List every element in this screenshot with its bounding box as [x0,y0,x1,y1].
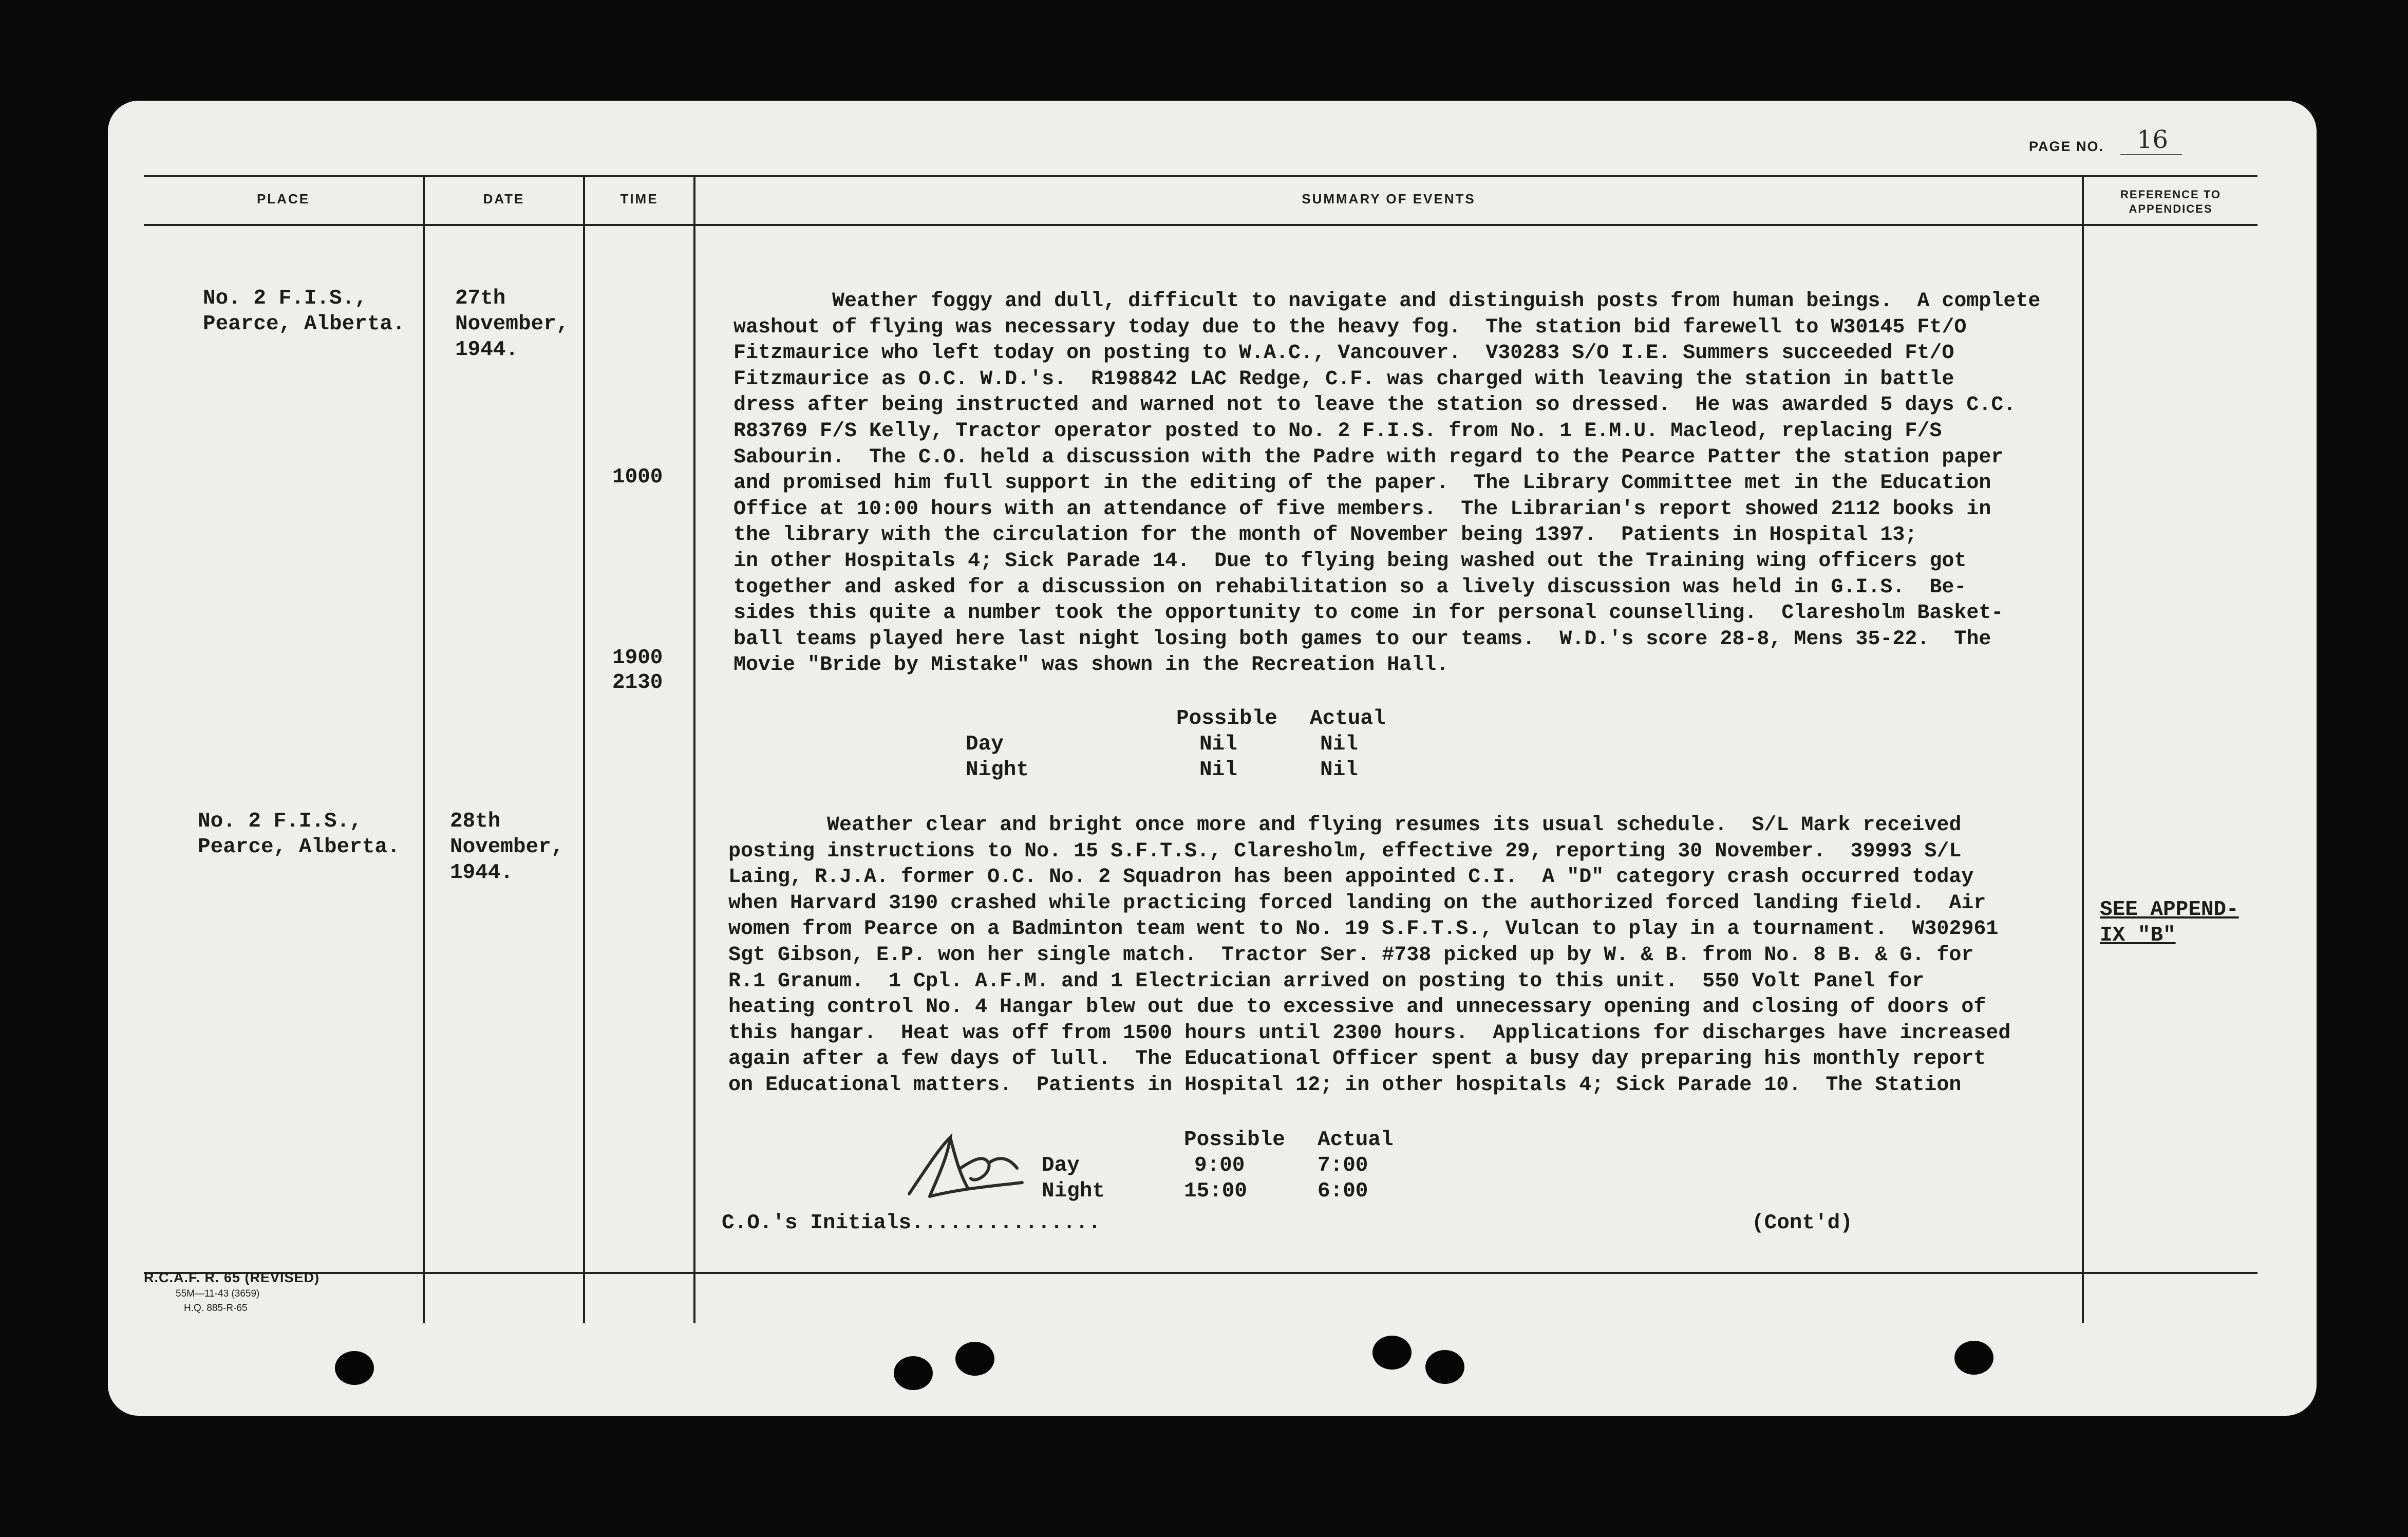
entry2-flying-night-possible: 15:00 [1184,1179,1248,1203]
entry2-flying-day-actual: 7:00 [1318,1154,1368,1177]
summary-line: Fitzmaurice who left today on posting to W.A.C., Vancouver. V30283 S/O I.E. Summers succeeded Ft/O [733,342,1954,365]
page-number: 16 [2137,125,2169,154]
entry1-flying-night-label: Night [966,758,1029,782]
place-column-header: PLACE [256,191,310,207]
print-code-1: 55M—11-43 (3659) [176,1288,260,1299]
co-signature [899,1127,1032,1204]
entry2-date-line3: 1944. [450,861,514,885]
header-bottom-rule [144,224,2258,226]
summary-line: in other Hospitals 4; Sick Parade 14. Due to flying being washed out the Training wing officers got [733,550,1967,573]
entry2-flying-possible-header: Possible [1184,1128,1285,1152]
summary-line: on Educational matters. Patients in Hospital 12; in other hospitals 4; Sick Parade 10. The Station [728,1074,1962,1097]
summary-line: Sabourin. The C.O. held a discussion with the Padre with regard to the Pearce Patter the station paper [733,445,2004,469]
entry1-place-line2: Pearce, Alberta. [203,312,405,336]
punch-hole [335,1351,374,1385]
appendix-reference-line1: SEE APPEND- [2100,898,2239,922]
summary-line: together and asked for a discussion on rehabilitation so a lively discussion was held in G.I.S. Be- [733,575,1967,599]
summary-line: when Harvard 3190 crashed while practicing forced landing on the authorized forced landing field. Air [728,891,1986,915]
summary-line: ball teams played here last night losing both games to our teams. W.D.'s score 28-8, Mens 35-22. The [733,627,1991,651]
appendix-reference-line2: IX "B" [2100,924,2176,947]
summary-line: Office at 10:00 hours with an attendance of five members. The Librarian's report showed 2112 books in [733,497,1991,521]
entry1-flying-night-possible: Nil [1199,758,1237,782]
entry2-date-line1: 28th [450,810,501,833]
footer-rule [144,1272,2258,1274]
punch-hole [955,1342,994,1376]
summary-line: Sgt Gibson, E.P. won her single match. Tractor Ser. #738 picked up by W. & B. from No. 8 B. & G. for [728,944,1974,967]
reference-column-header-line1: REFERENCE TO [2120,188,2221,201]
entry2-flying-day-possible: 9:00 [1194,1154,1245,1177]
entry2-flying-night-label: Night [1042,1179,1105,1203]
entry1-time-1000: 1000 [612,465,663,489]
summary-line: sides this quite a number took the opportunity to come in for personal counselling. Claresholm Basket- [733,602,2004,625]
entry2-place-line1: No. 2 F.I.S., [198,810,362,833]
diary-sheet [108,101,2317,1416]
co-initials-label: C.O.'s Initials............... [722,1211,1101,1235]
entry2-flying-day-label: Day [1042,1154,1080,1177]
entry1-flying-day-label: Day [966,733,1004,756]
summary-line: again after a few days of lull. The Educational Officer spent a busy day preparing his monthly report [728,1047,1986,1071]
summary-line: Movie "Bride by Mistake" was shown in the Recreation Hall. [733,653,1449,677]
reference-column-header-line2: APPENDICES [2129,202,2213,215]
entry1-time-2130: 2130 [612,671,663,695]
entry1-date-line3: 1944. [455,338,519,362]
entry1-flying-day-actual: Nil [1320,733,1358,756]
summary-line: the library with the circulation for the month of November being 1397. Patients in Hospital 13; [733,523,1917,547]
punch-hole [1425,1350,1464,1384]
summary-line: Weather foggy and dull, difficult to navigate and distinguish posts from human beings. A complete [733,290,2041,313]
form-id: R.C.A.F. R. 65 (REVISED) [144,1270,320,1285]
entry1-place-line1: No. 2 F.I.S., [203,287,367,310]
entry1-flying-day-possible: Nil [1199,733,1237,756]
place-date-divider [423,175,425,1323]
page-number-label: PAGE NO. [2029,139,2104,154]
entry1-date-line1: 27th [455,287,506,310]
summary-line: R.1 Granum. 1 Cpl. A.F.M. and 1 Electrician arrived on posting to this unit. 550 Volt Panel for [728,969,1925,993]
summary-line: this hangar. Heat was off from 1500 hours until 2300 hours. Applications for discharges have increased [728,1021,2011,1045]
summary-line: Weather clear and bright once more and flying resumes its usual schedule. S/L Mark received [728,814,1962,837]
page-number-underline [2120,154,2182,155]
entry1-time-1900: 1900 [612,646,663,670]
summary-line: R83769 F/S Kelly, Tractor operator posted to No. 2 F.I.S. from No. 1 E.M.U. Macleod, replacing F/S [733,420,1942,443]
entry1-date-line2: November, [455,312,569,336]
summary-line: and promised him full support in the editing of the paper. The Library Committee met in the Education [733,472,1991,495]
summary-line: posting instructions to No. 15 S.F.T.S., Claresholm, effective 29, reporting 30 November. 39993 S/L [728,839,1962,863]
punch-hole [1372,1336,1412,1370]
date-column-header: DATE [483,191,525,207]
time-summary-divider [693,175,695,1323]
time-column-header: TIME [620,191,659,207]
summary-line: Laing, R.J.A. former O.C. No. 2 Squadron has been appointed C.I. A "D" category crash occurred today [728,866,1974,889]
entry1-flying-actual-header: Actual [1310,707,1386,730]
date-time-divider [583,175,585,1323]
punch-hole [1954,1341,1993,1375]
summary-line: women from Pearce on a Badminton team went to No. 19 S.F.T.S., Vulcan to play in a tournament. W302961 [728,917,1999,941]
punch-hole [894,1356,933,1390]
entry2-date-line2: November, [450,835,564,859]
summary-line: dress after being instructed and warned not to leave the station so dressed. He was awarded 5 days C.C. [733,393,2016,417]
summary-column-header: SUMMARY OF EVENTS [1302,191,1476,207]
summary-reference-divider [2082,175,2084,1323]
summary-line: Fitzmaurice as O.C. W.D.'s. R198842 LAC Redge, C.F. was charged with leaving the station in battle [733,367,1954,391]
summary-line: washout of flying was necessary today due to the heavy fog. The station bid farewell to W30145 Ft/O [733,315,1967,339]
entry1-flying-night-actual: Nil [1320,758,1358,782]
entry2-place-line2: Pearce, Alberta. [198,835,400,859]
entry2-flying-actual-header: Actual [1318,1128,1394,1152]
header-top-rule [144,175,2258,177]
entry1-flying-possible-header: Possible [1176,707,1277,730]
summary-line: heating control No. 4 Hangar blew out due to excessive and unnecessary opening and closing of doors of [728,996,1986,1019]
print-code-2: H.Q. 885-R-65 [184,1303,248,1314]
continued-label: (Cont'd) [1752,1211,1853,1235]
entry2-flying-night-actual: 6:00 [1318,1179,1368,1203]
